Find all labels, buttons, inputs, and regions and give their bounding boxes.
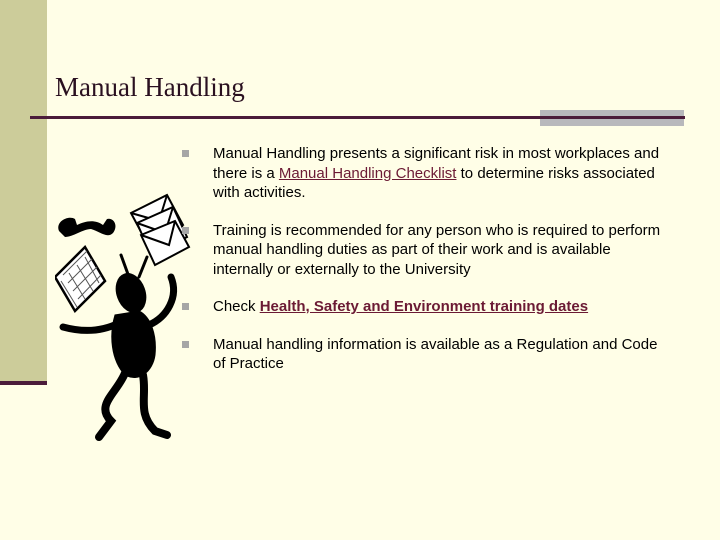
manual-handling-checklist-link[interactable]: Manual Handling Checklist <box>278 164 457 182</box>
left-decorative-band <box>0 0 47 383</box>
slide-title: Manual Handling <box>55 72 245 102</box>
bullet-list <box>182 144 662 392</box>
bullet-text: Manual Handling presents a significant risk in most workplaces and there is a <box>213 145 660 182</box>
bullet-marker <box>182 341 189 348</box>
bullet-marker <box>182 227 189 234</box>
hse-training-dates-link[interactable]: Health, Safety and Environment training dates <box>259 298 589 315</box>
bullet-marker <box>182 303 189 310</box>
keyboard-icon <box>55 247 105 311</box>
bullet-text: to determine risks associated with activities. <box>213 164 655 201</box>
bullet-item-training-dates <box>182 297 662 317</box>
envelopes-icon <box>131 195 189 265</box>
bullet-item-regulation <box>182 335 662 374</box>
bullet-text: Check <box>213 298 260 315</box>
bullet-text: Training is recommended for any person who is required to perform manual handling duties as part of their work and is available internally or externally to the University <box>213 221 661 278</box>
phone-icon <box>58 218 115 237</box>
bullet-item-checklist <box>182 144 662 203</box>
title-underline-accent <box>540 110 684 126</box>
bullet-marker <box>182 150 189 157</box>
bullet-item-training <box>182 221 662 280</box>
bullet-text: Manual handling information is available as a Regulation and Code of Practice <box>213 335 658 372</box>
left-accent-line <box>0 381 47 385</box>
